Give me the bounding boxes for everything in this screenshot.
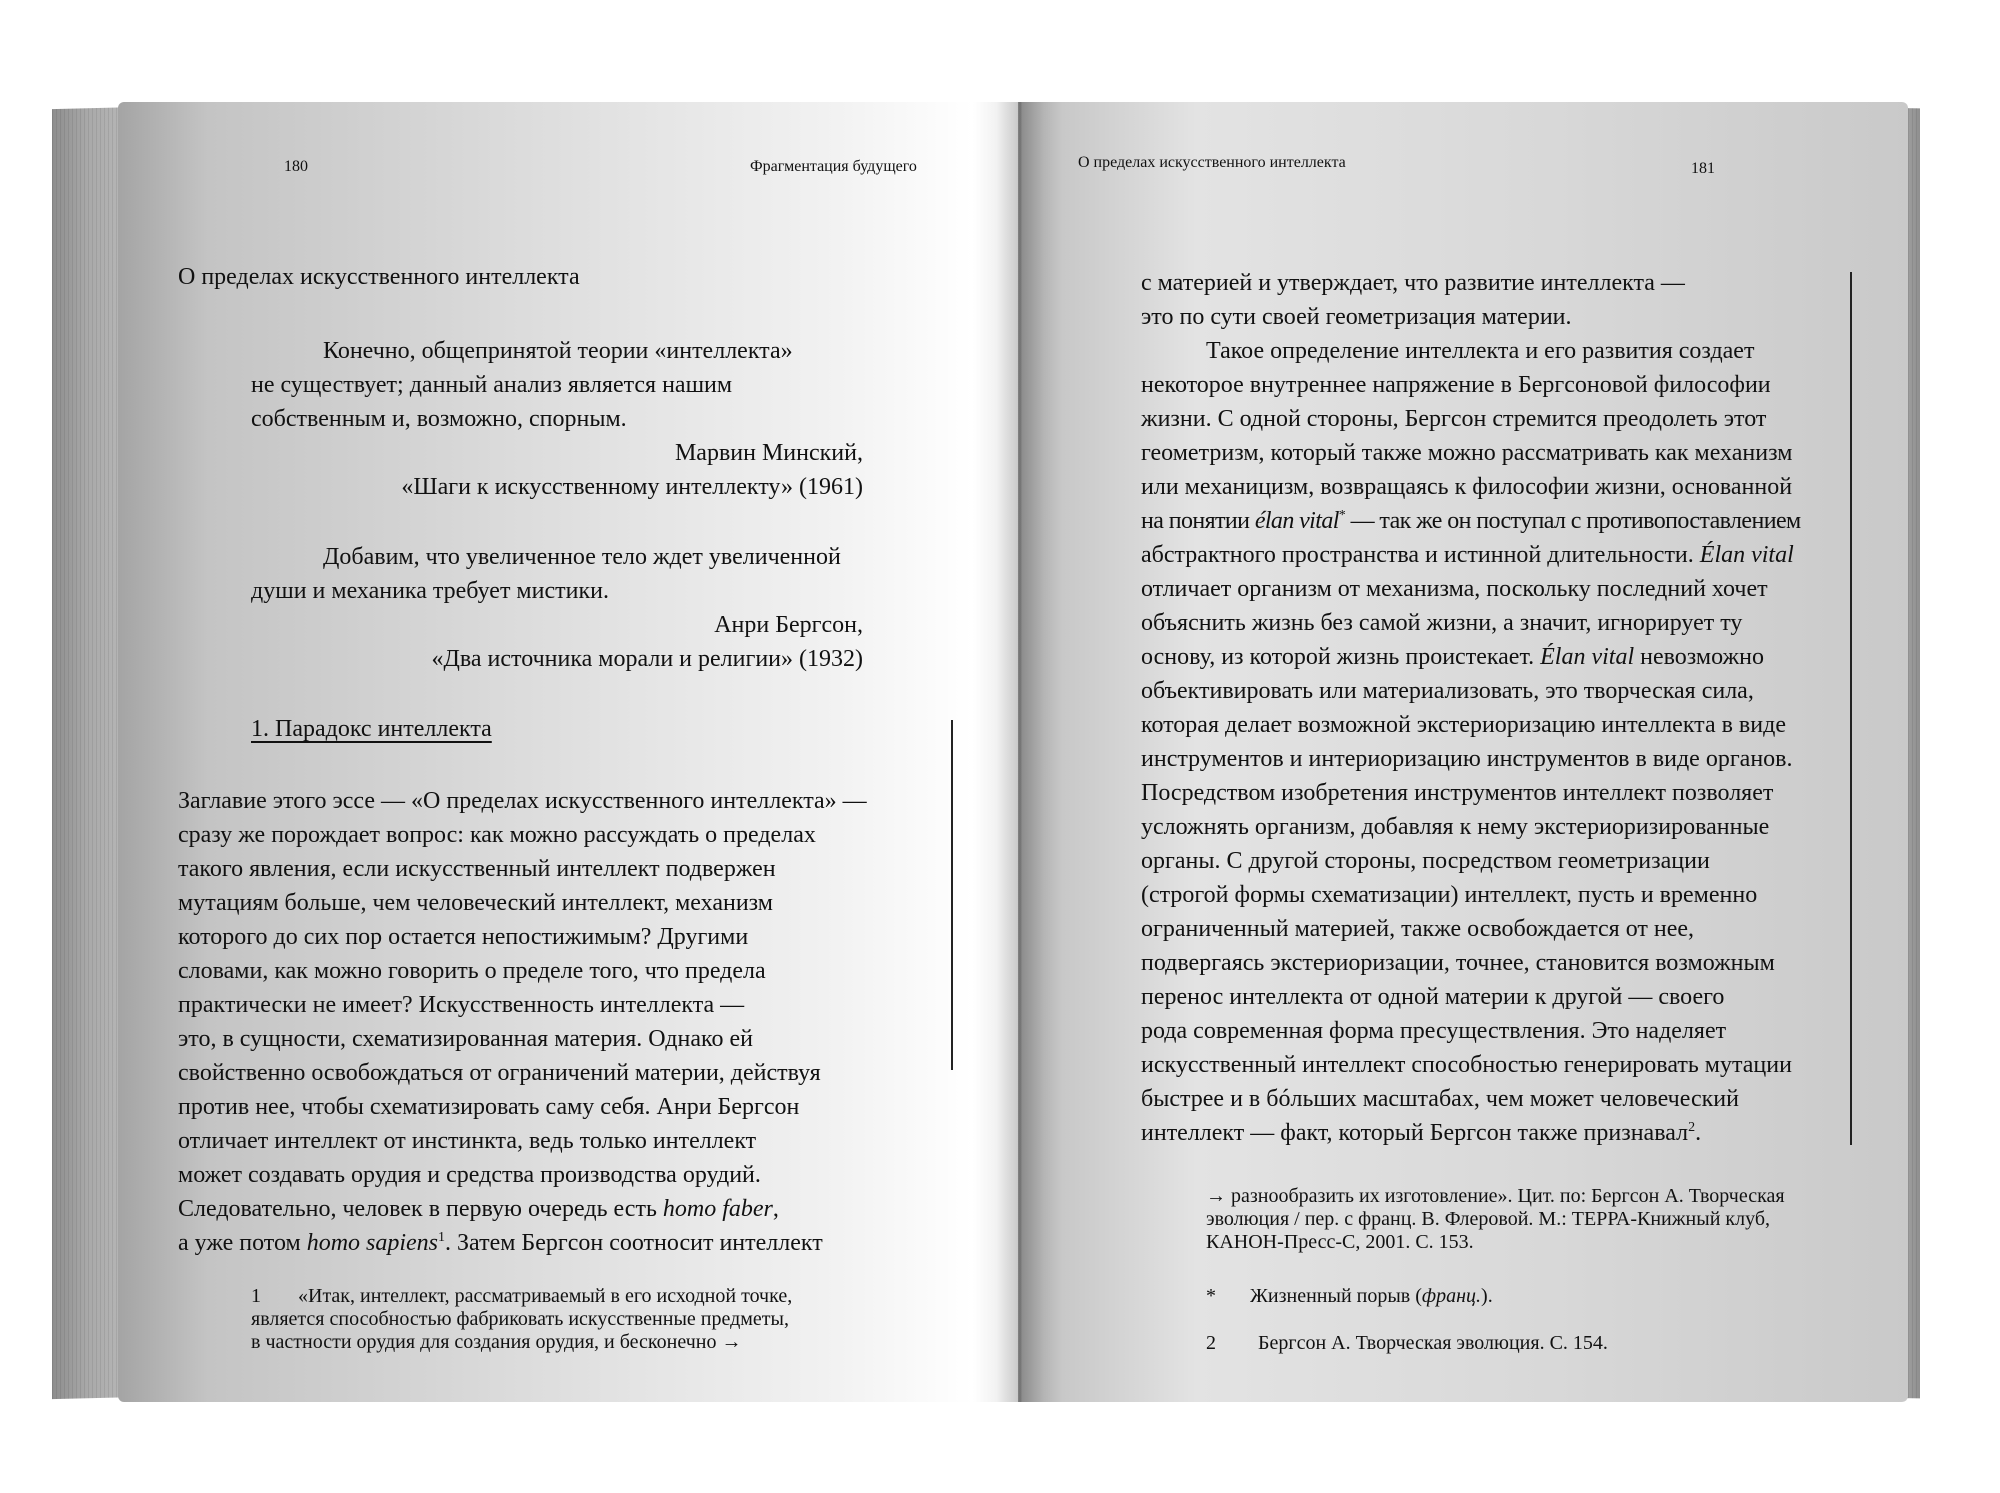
italic-term: homo faber bbox=[662, 1196, 773, 1222]
italic-term: Élan vital bbox=[1699, 542, 1794, 568]
body-line: практически не имеет? Искусственность интеллекта — bbox=[178, 992, 745, 1018]
italic-term: homo sapiens bbox=[306, 1230, 439, 1256]
body-line: усложнять организм, добавляя к нему экстериоризированные bbox=[1141, 814, 1770, 840]
body-line: жизни. С одной стороны, Бергсон стремится преодолеть этот bbox=[1141, 406, 1767, 432]
body-line: Заглавие этого эссе — «О пределах искусственного интеллекта» — bbox=[178, 788, 867, 814]
epigraph2-line: Добавим, что увеличенное тело ждет увеличенной bbox=[323, 544, 841, 570]
body-line: свойственно освобождаться от ограничений материи, действуя bbox=[178, 1060, 821, 1086]
body-line: или механицизм, возвращаясь к философии жизни, основанной bbox=[1141, 474, 1793, 500]
footnote-line: эволюция / пер. с франц. В. Флеровой. М.: ТЕРРА-Книжный клуб, bbox=[1206, 1208, 1771, 1230]
body-line: Следовательно, человек в первую очередь есть homo faber, bbox=[178, 1196, 779, 1222]
section-title: 1. Парадокс интеллекта bbox=[251, 716, 492, 742]
epigraph1-line: собственным и, возможно, спорным. bbox=[251, 406, 627, 432]
body-line: мутациям больше, чем человеческий интеллект, механизм bbox=[178, 890, 773, 916]
body-line: а уже потом homo sapiens$^1$. Затем Бергсон соотносит интеллект bbox=[178, 1230, 823, 1256]
body-line: быстрее и в бóльших масштабах, чем может человеческий bbox=[1141, 1086, 1739, 1112]
footnote-line: «Итак, интеллект, рассматриваемый в его исходной точке, bbox=[298, 1285, 793, 1307]
body-line: объяснить жизнь без самой жизни, а значит, игнорирует ту bbox=[1141, 610, 1743, 636]
body-line: сразу же порождает вопрос: как можно рассуждать о пределах bbox=[178, 822, 816, 848]
left-running-head: Фрагментация будущего bbox=[750, 158, 917, 175]
footnote-text: Бергсон А. Творческая эволюция. С. 154. bbox=[1258, 1332, 1608, 1354]
epigraph1-author: Марвин Минский, bbox=[674, 440, 863, 466]
right-page-number: 181 bbox=[1691, 160, 1715, 177]
footnote-line: в частности орудия для создания орудия, и бесконечно → bbox=[251, 1331, 742, 1353]
epigraph1-source: «Шаги к искусственному интеллекту» (1961) bbox=[401, 474, 863, 500]
footnote-number: 2 bbox=[1206, 1332, 1216, 1354]
body-line: может создавать орудия и средства производства орудий. bbox=[178, 1162, 761, 1188]
margin-rule bbox=[1850, 272, 1852, 1145]
body-line: отличает организм от механизма, поскольку последний хочет bbox=[1141, 576, 1768, 602]
body-line: против нее, чтобы схематизировать саму себя. Анри Бергсон bbox=[178, 1094, 800, 1120]
footnote-ref: * bbox=[1338, 508, 1346, 523]
epigraph2-line: души и механика требует мистики. bbox=[251, 578, 609, 604]
italic-term: élan vital bbox=[1254, 508, 1339, 534]
book-gutter bbox=[996, 102, 1044, 1402]
footnote-number: 1 bbox=[251, 1285, 261, 1307]
margin-rule bbox=[951, 720, 953, 1070]
footnote-line: является способностью фабриковать искусственные предметы, bbox=[251, 1308, 789, 1330]
right-page bbox=[1018, 102, 1908, 1402]
body-line: некоторое внутреннее напряжение в Бергсоновой философии bbox=[1141, 372, 1771, 398]
left-page-number: 180 bbox=[284, 158, 308, 175]
body-line: Посредством изобретения инструментов интеллект позволяет bbox=[1141, 780, 1774, 806]
left-page bbox=[118, 102, 1018, 1402]
body-line: на понятии élan vital* — так же он поступал с противопоставлением bbox=[1141, 508, 1801, 534]
epigraph2-author: Анри Бергсон, bbox=[714, 612, 863, 638]
body-line: интеллект — факт, который Бергсон также признавал$^2$. bbox=[1141, 1120, 1702, 1146]
body-line: ограниченный материей, также освобождается от нее, bbox=[1141, 916, 1695, 942]
body-line: (строгой формы схематизации) интеллект, пусть и временно bbox=[1141, 882, 1758, 908]
body-line: перенос интеллекта от одной материи к другой — своего bbox=[1141, 984, 1725, 1010]
body-line: это по сути своей геометризация материи. bbox=[1141, 304, 1572, 330]
footnote-star: Жизненный порыв (франц.). bbox=[1250, 1285, 1493, 1307]
right-running-head: О пределах искусственного интеллекта bbox=[1078, 154, 1346, 171]
body-line: органы. С другой стороны, посредством геометризации bbox=[1141, 848, 1710, 874]
body-line: рода современная форма пресуществления. Это наделяет bbox=[1141, 1018, 1727, 1044]
body-line: с материей и утверждает, что развитие интеллекта — bbox=[1141, 270, 1685, 296]
chapter-title: О пределах искусственного интеллекта bbox=[178, 264, 580, 290]
footnote-line: КАНОН-Пресс-С, 2001. С. 153. bbox=[1206, 1231, 1474, 1253]
body-line: словами, как можно говорить о пределе того, что предела bbox=[178, 958, 766, 984]
body-line: Такое определение интеллекта и его развития создает bbox=[1206, 338, 1755, 364]
body-line: подвергаясь экстериоризации, точнее, становится возможным bbox=[1141, 950, 1775, 976]
footnote-line: → разнообразить их изготовление». Цит. по: Бергсон А. Творческая bbox=[1206, 1185, 1785, 1207]
body-line: объективировать или материализовать, это творческая сила, bbox=[1141, 678, 1754, 704]
footnote-star-mark: * bbox=[1206, 1285, 1216, 1307]
body-line: отличает интеллект от инстинкта, ведь только интеллект bbox=[178, 1128, 757, 1154]
body-line: геометризм, который также можно рассматривать как механизм bbox=[1141, 440, 1793, 466]
body-line: которого до сих пор остается непостижимым? Другими bbox=[178, 924, 749, 950]
body-line: такого явления, если искусственный интеллект подвержен bbox=[178, 856, 776, 882]
body-line: абстрактного пространства и истинной длительности. Élan vital bbox=[1141, 542, 1794, 568]
body-line: которая делает возможной экстериоризацию интеллекта в виде bbox=[1141, 712, 1786, 738]
italic-term: Élan vital bbox=[1540, 644, 1635, 670]
epigraph2-source: «Два источника морали и религии» (1932) bbox=[431, 646, 863, 672]
body-line: это, в сущности, схематизированная материя. Однако ей bbox=[178, 1026, 753, 1052]
footnote-ref: 2 bbox=[1688, 1120, 1696, 1135]
epigraph1-line: не существует; данный анализ является нашим bbox=[251, 372, 733, 398]
footnote-ref: 1 bbox=[438, 1230, 446, 1245]
epigraph1-line: Конечно, общепринятой теории «интеллекта» bbox=[323, 338, 793, 364]
body-line: искусственный интеллект способностью генерировать мутации bbox=[1141, 1052, 1792, 1078]
body-line: основу, из которой жизнь проистекает. Élan vital невозможно bbox=[1141, 644, 1764, 670]
body-line: инструментов и интериоризацию инструментов в виде органов. bbox=[1141, 746, 1793, 772]
